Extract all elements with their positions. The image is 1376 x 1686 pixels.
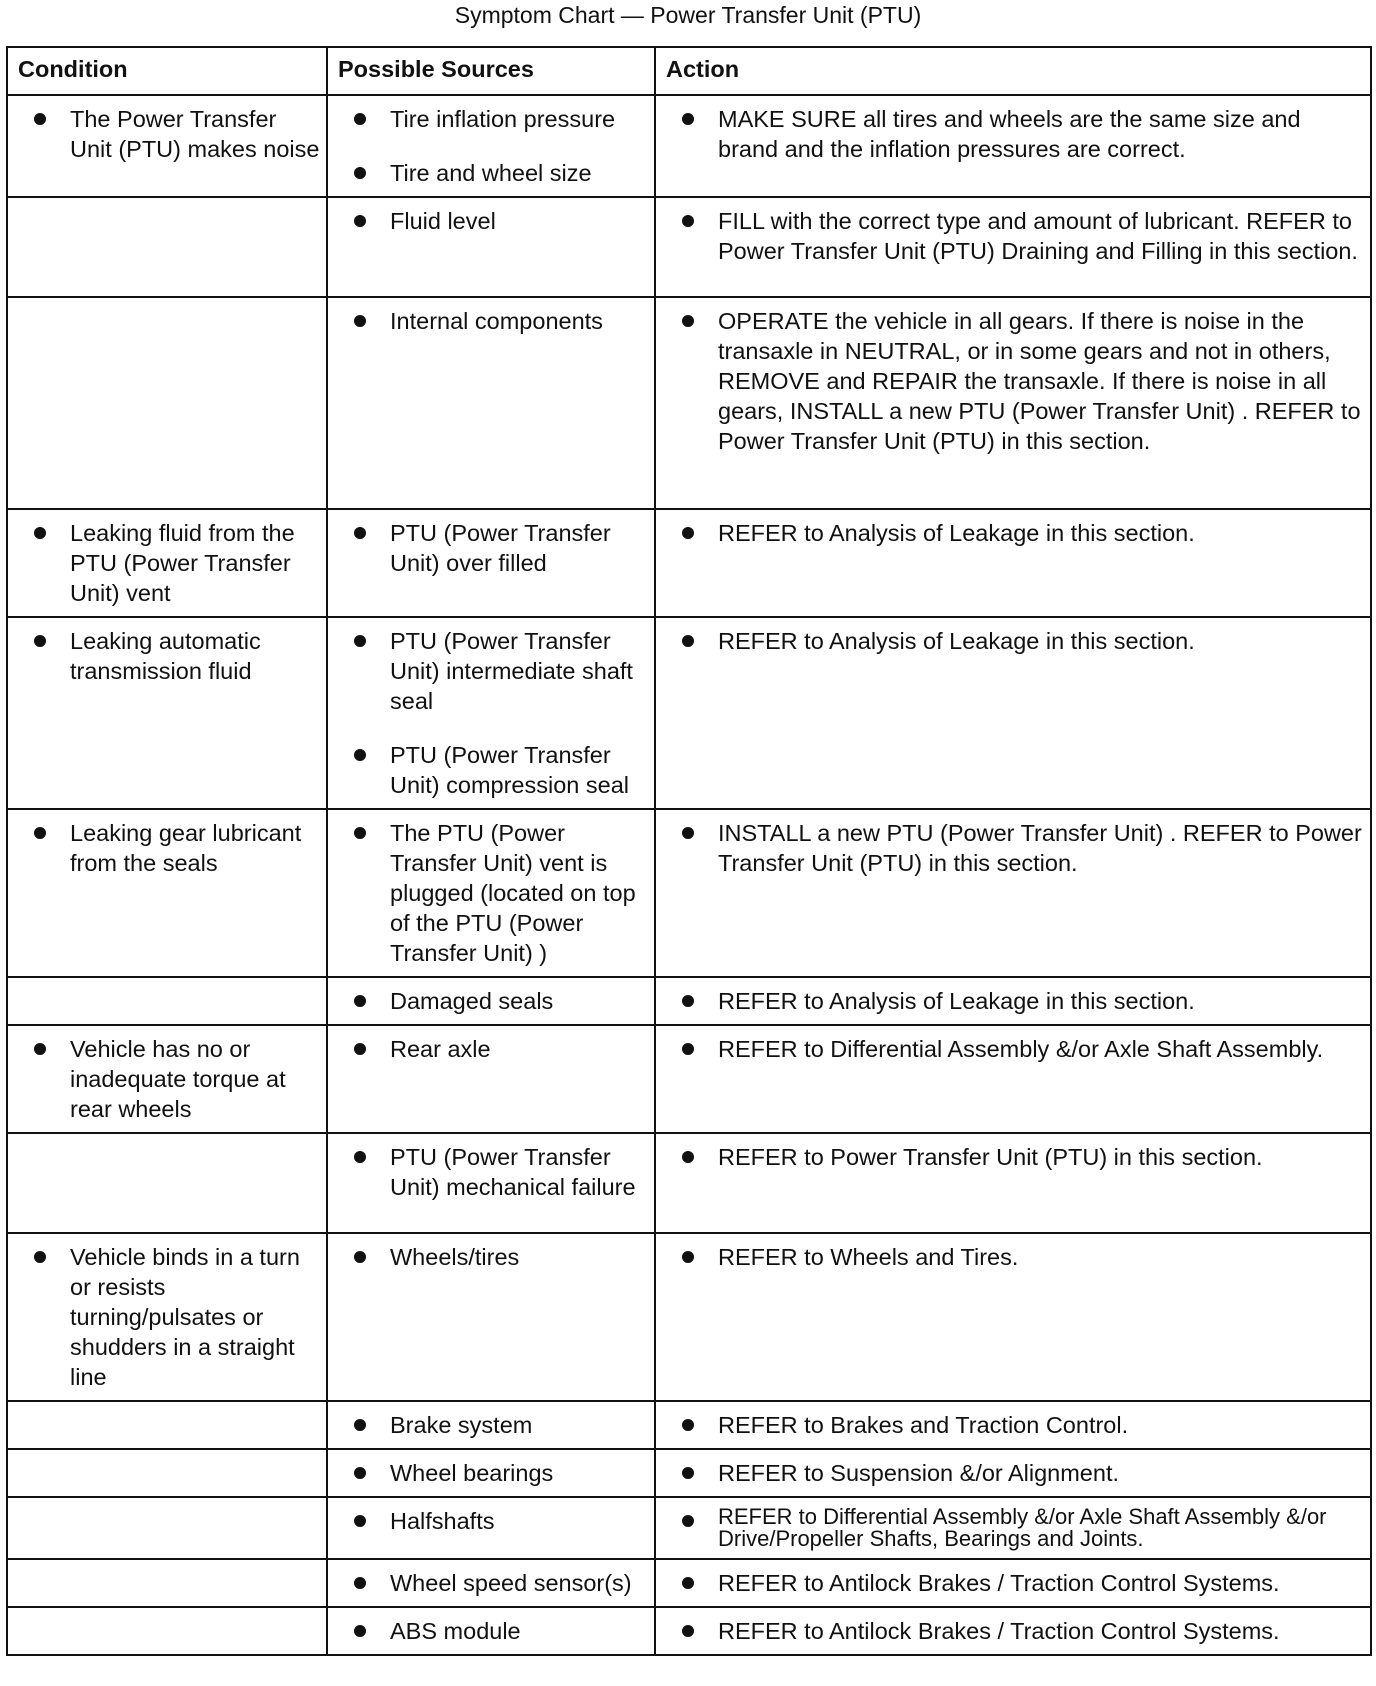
condition-cell [7,1025,327,1133]
table-row [7,1025,1371,1133]
bullet-icon [682,1151,694,1163]
source-item [328,986,648,1016]
source-item-text: PTU (Power Transfer Unit) over filled [390,520,611,576]
action-cell [655,1497,1371,1559]
condition-item-text: The Power Transfer Unit (PTU) makes noise [70,106,320,162]
bullet-icon [354,315,366,327]
possible-sources-cell [327,1133,655,1233]
source-item-text: PTU (Power Transfer Unit) mechanical failure [390,1144,636,1200]
bullet-icon [682,995,694,1007]
condition-item [8,1034,320,1124]
source-item-text: Wheels/tires [390,1244,520,1270]
bullet-icon [682,1043,694,1055]
source-item-text: Halfshafts [390,1508,495,1534]
table-row [7,297,1371,509]
action-cell [655,617,1371,809]
possible-sources-cell [327,297,655,509]
possible-sources-cell [327,1607,655,1655]
condition-cell [7,1233,327,1401]
bullet-icon [354,167,366,179]
source-item [328,1242,648,1272]
table-row [7,1559,1371,1607]
table-body [7,95,1371,1655]
table-row [7,617,1371,809]
source-item-text: Wheel bearings [390,1460,554,1486]
action-item [656,306,1364,456]
possible-sources-cell [327,1449,655,1497]
condition-cell [7,977,327,1025]
action-cell [655,1025,1371,1133]
source-item [328,1410,648,1440]
bullet-icon [354,1151,366,1163]
condition-cell [7,297,327,509]
table-row [7,1449,1371,1497]
action-item [656,818,1364,878]
condition-item [8,104,320,164]
possible-sources-cell [327,977,655,1025]
source-item-text: Damaged seals [390,988,554,1014]
table-row [7,509,1371,617]
bullet-icon [34,1043,46,1055]
action-cell [655,977,1371,1025]
possible-sources-cell [327,509,655,617]
action-item [656,1616,1364,1646]
bullet-icon [354,1467,366,1479]
action-item [656,626,1364,656]
bullet-icon [34,527,46,539]
source-item-text: Tire inflation pressure [390,106,616,132]
bullet-icon [34,635,46,647]
bullet-icon [682,1577,694,1589]
table-row [7,95,1371,197]
action-cell [655,1233,1371,1401]
action-cell [655,297,1371,509]
condition-cell [7,1497,327,1559]
condition-cell [7,509,327,617]
action-cell [655,1607,1371,1655]
action-cell [655,1449,1371,1497]
source-item-text: Internal components [390,308,603,334]
source-item-text: ABS module [390,1618,521,1644]
source-item-text: PTU (Power Transfer Unit) compression seal [390,742,630,798]
source-item-text: Fluid level [390,208,496,234]
bullet-icon [354,1251,366,1263]
action-item [656,1506,1364,1550]
condition-item-text: Leaking fluid from the PTU (Power Transfer Unit) vent [70,520,295,606]
action-item [656,986,1364,1016]
action-item-text: OPERATE the vehicle in all gears. If there is noise in the transaxle in NEUTRAL, or in some gears and not in others, REMOVE and REPAIR the transaxle. If there is noise in all gears, INSTALL a new PTU (Power Transfer Unit) . REFER to Power Transfer Unit (PTU) in this section. [718,308,1361,454]
source-item-text: Wheel speed sensor(s) [390,1570,632,1596]
source-item [328,306,648,336]
action-item-text: REFER to Analysis of Leakage in this section. [718,520,1195,546]
possible-sources-cell [327,809,655,977]
possible-sources-cell [327,1559,655,1607]
action-item-text: REFER to Wheels and Tires. [718,1244,1019,1270]
possible-sources-cell [327,1025,655,1133]
source-item [328,740,648,800]
action-cell [655,197,1371,297]
header-action: Action [655,47,1371,95]
source-item-text: PTU (Power Transfer Unit) intermediate shaft seal [390,628,633,714]
possible-sources-cell [327,1401,655,1449]
possible-sources-cell [327,95,655,197]
table-row [7,1133,1371,1233]
bullet-icon [354,1419,366,1431]
action-item [656,518,1364,548]
condition-item [8,818,320,878]
action-item-text: REFER to Suspension &/or Alignment. [718,1460,1120,1486]
action-cell [655,1401,1371,1449]
source-item [328,626,648,716]
bullet-icon [354,1515,366,1527]
table-row [7,809,1371,977]
source-item [328,818,648,968]
bullet-icon [682,1625,694,1637]
symptom-chart-table [6,46,1372,1656]
header-condition: Condition [7,47,327,95]
bullet-icon [354,527,366,539]
source-item [328,1458,648,1488]
bullet-icon [354,1043,366,1055]
possible-sources-cell [327,617,655,809]
action-item [656,1142,1364,1172]
source-item [328,518,648,578]
possible-sources-cell [327,197,655,297]
action-item [656,104,1364,164]
source-item [328,1616,648,1646]
action-cell [655,809,1371,977]
bullet-icon [682,827,694,839]
condition-cell [7,95,327,197]
bullet-icon [682,315,694,327]
source-item [328,1142,648,1202]
action-item-text: REFER to Brakes and Traction Control. [718,1412,1129,1438]
bullet-icon [682,635,694,647]
condition-cell [7,1607,327,1655]
possible-sources-cell [327,1233,655,1401]
bullet-icon [682,527,694,539]
header-row [7,47,1371,95]
action-item [656,1034,1364,1064]
condition-cell [7,809,327,977]
bullet-icon [354,1577,366,1589]
action-item-text: FILL with the correct type and amount of lubricant. REFER to Power Transfer Unit (PTU) Draining and Filling in this section. [718,208,1358,264]
bullet-icon [354,215,366,227]
bullet-icon [354,995,366,1007]
condition-item-text: Leaking gear lubricant from the seals [70,820,302,876]
bullet-icon [682,113,694,125]
bullet-icon [34,113,46,125]
bullet-icon [682,1467,694,1479]
bullet-icon [682,215,694,227]
source-item [328,158,648,188]
table-row [7,197,1371,297]
header-possible-sources: Possible Sources [327,47,655,95]
table-row [7,1401,1371,1449]
condition-cell [7,1449,327,1497]
source-item [328,206,648,236]
bullet-icon [682,1515,694,1527]
table-row [7,1607,1371,1655]
action-item [656,1568,1364,1598]
condition-item-text: Leaking automatic transmission fluid [70,628,261,684]
bullet-icon [354,1625,366,1637]
action-item [656,1458,1364,1488]
source-item-text: Tire and wheel size [390,160,592,186]
bullet-icon [354,827,366,839]
condition-item-text: Vehicle binds in a turn or resists turning/pulsates or shudders in a straight line [70,1244,300,1390]
action-item-text: MAKE SURE all tires and wheels are the same size and brand and the inflation pressures are correct. [718,106,1301,162]
bullet-icon [34,827,46,839]
bullet-icon [354,635,366,647]
action-cell [655,1559,1371,1607]
source-item-text: Brake system [390,1412,533,1438]
action-item [656,206,1364,266]
table-row [7,1233,1371,1401]
bullet-icon [682,1419,694,1431]
source-item [328,1506,648,1536]
chart-title: Symptom Chart — Power Transfer Unit (PTU) [454,2,922,28]
action-item-text: REFER to Analysis of Leakage in this section. [718,628,1195,654]
source-item [328,1568,648,1598]
bullet-icon [354,749,366,761]
action-item-text: REFER to Antilock Brakes / Traction Control Systems. [718,1570,1280,1596]
condition-cell [7,1133,327,1233]
source-item [328,104,648,134]
condition-item [8,1242,320,1392]
condition-cell [7,617,327,809]
condition-cell [7,197,327,297]
possible-sources-cell [327,1497,655,1559]
action-cell [655,509,1371,617]
source-item [328,1034,648,1064]
action-item-text: REFER to Differential Assembly &/or Axle Shaft Assembly &/or Drive/Propeller Shafts, Bearings and Joints. [718,1504,1327,1551]
action-cell [655,95,1371,197]
bullet-icon [34,1251,46,1263]
table-row [7,1497,1371,1559]
action-item-text: REFER to Differential Assembly &/or Axle Shaft Assembly. [718,1036,1324,1062]
action-item-text: INSTALL a new PTU (Power Transfer Unit) . REFER to Power Transfer Unit (PTU) in this section. [718,820,1362,876]
action-item-text: REFER to Analysis of Leakage in this section. [718,988,1195,1014]
action-item [656,1242,1364,1272]
source-item-text: The PTU (Power Transfer Unit) vent is plugged (located on top of the PTU (Power Transfer Unit) ) [390,820,636,966]
table-row [7,977,1371,1025]
condition-cell [7,1401,327,1449]
action-item [656,1410,1364,1440]
condition-item-text: Vehicle has no or inadequate torque at rear wheels [70,1036,286,1122]
condition-item [8,518,320,608]
action-item-text: REFER to Antilock Brakes / Traction Control Systems. [718,1618,1280,1644]
bullet-icon [682,1251,694,1263]
action-item-text: REFER to Power Transfer Unit (PTU) in this section. [718,1144,1263,1170]
source-item-text: Rear axle [390,1036,491,1062]
condition-item [8,626,320,686]
action-cell [655,1133,1371,1233]
condition-cell [7,1559,327,1607]
bullet-icon [354,113,366,125]
